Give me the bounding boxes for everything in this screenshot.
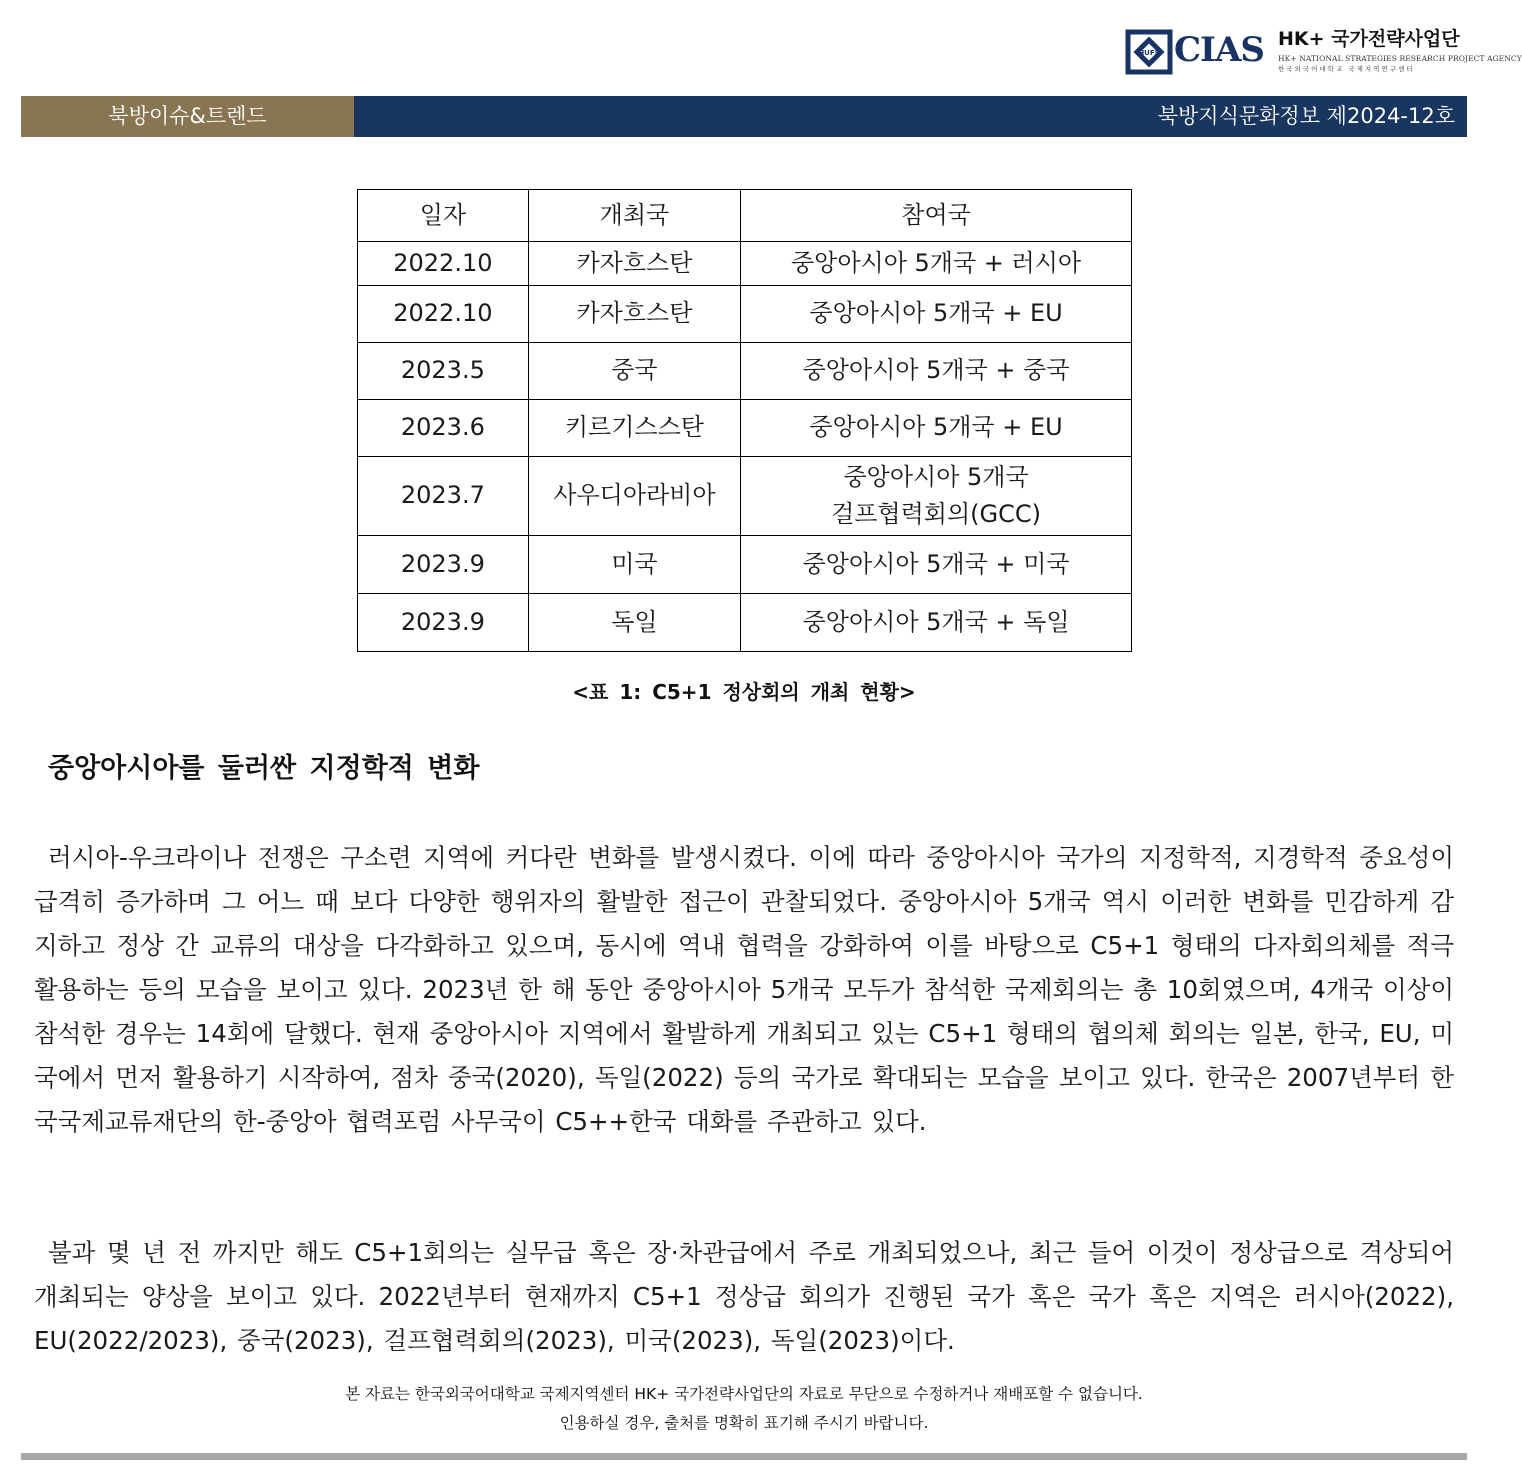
section-label: 북방이슈&트렌드 [21,96,354,137]
cell-participants: 중앙아시아 5개국 + EU [741,286,1132,343]
cell-participants: 중앙아시아 5개국 + EU [741,400,1132,457]
cell-host: 사우디아라비아 [528,457,740,536]
cell-participants: 중앙아시아 5개국 + 러시아 [741,242,1132,286]
header-banner [21,96,1467,137]
table-row [358,594,1132,652]
participants-line: 중앙아시아 5개국 [843,463,1029,492]
cell-host: 중국 [528,343,740,400]
table-row [358,400,1132,457]
cell-date: 2023.6 [358,400,529,457]
cell-date: 2023.9 [358,594,529,652]
participants-line: 걸프협력회의(GCC) [831,500,1042,528]
section-heading: 중앙아시아를 둘러싼 지정학적 변화 [48,753,480,784]
agency-subtitle-ko: 한국외국어대학교 국제지역연구센터 [1278,65,1415,73]
cell-date: 2022.10 [358,286,529,343]
cell-host: 카자흐스탄 [528,242,740,286]
cell-participants: 중앙아시아 5개국 + 중국 [741,343,1132,400]
issue-label: 북방지식문화정보 제2024-12호 [354,96,1467,137]
cell-date: 2022.10 [358,242,529,286]
column-header-participants: 참여국 [741,190,1132,242]
cias-emblem-icon [1126,30,1172,74]
agency-title: HK+ 국가전략사업단 [1278,28,1460,50]
footer-divider [21,1453,1467,1460]
copyright-notice [0,1380,1488,1438]
notice-line: 본 자료는 한국외국어대학교 국제지역센터 HK+ 국가전략사업단의 자료로 무단으로 수정하거나 재배포할 수 없습니다. [345,1385,1143,1403]
cell-host: 미국 [528,536,740,594]
column-header-date: 일자 [358,190,529,242]
logo-wordmark: CIAS [1174,30,1264,70]
body-paragraph: 불과 몇 년 전 까지만 해도 C5+1회의는 실무급 혹은 장·차관급에서 주로 개최되었으나, 최근 들어 이것이 정상급으로 격상되어 개최되는 양상을 보이고 있다. 2022년부터 현재까지 C5+1 정상급 회의가 진행된 국가 혹은 국가 혹은 지역은 러시아(2022), EU(2022/2023), 중국(2023), 걸프협력회의(2023), 미국(2023), 독일(2023)이다. [34,1238,1454,1355]
cell-host: 키르기스스탄 [528,400,740,457]
cell-date: 2023.9 [358,536,529,594]
notice-line: 인용하실 경우, 출처를 명확히 표기해 주시기 바랍니다. [559,1414,929,1432]
cell-date: 2023.5 [358,343,529,400]
table-caption: <표 1: C5+1 정상회의 개최 현황> [572,680,916,704]
column-header-host: 개최국 [528,190,740,242]
table-header-row [358,190,1132,242]
agency-logo [1126,26,1522,76]
table-row [358,457,1132,536]
cell-host: 카자흐스탄 [528,286,740,343]
cell-participants: 중앙아시아 5개국 + 독일 [741,594,1132,652]
emblem-text: HUFS [1138,49,1160,57]
cell-date: 2023.7 [358,457,529,536]
table-row [358,343,1132,400]
summit-table [357,189,1132,652]
table-row [358,536,1132,594]
table-row [358,242,1132,286]
agency-subtitle-en: HK+ NATIONAL STRATEGIES RESEARCH PROJECT AGENCY [1278,54,1522,63]
table-row [358,286,1132,343]
cell-host: 독일 [528,594,740,652]
cell-participants [741,457,1132,536]
cell-participants: 중앙아시아 5개국 + 미국 [741,536,1132,594]
body-paragraph: 러시아-우크라이나 전쟁은 구소련 지역에 커다란 변화를 발생시켰다. 이에 따라 중앙아시아 국가의 지정학적, 지경학적 중요성이 급격히 증가하며 그 어느 때 보다 다양한 행위자의 활발한 접근이 관찰되었다. 중앙아시아 5개국 역시 이러한 변화를 민감하게 감지하고 정상 간 교류의 대상을 다각화하고 있으며, 동시에 역내 협력을 강화하여 이를 바탕으로 C5+1 형태의 다자회의체를 적극 활용하는 등의 모습을 보이고 있다. 2023년 한 해 동안 중앙아시아 5개국 모두가 참석한 국제회의는 총 10회였으며, 4개국 이상이 참석한 경우는 14회에 달했다. 현재 중앙아시아 지역에서 활발하게 개최되고 있는 C5+1 형태의 협의체 회의는 일본, 한국, EU, 미국에서 먼저 활용하기 시작하여, 점차 중국(2020), 독일(2022) 등의 국가로 확대되는 모습을 보이고 있다. 한국은 2007년부터 한국국제교류재단의 한-중앙아 협력포럼 사무국이 C5++한국 대화를 주관하고 있다. [34,843,1454,1136]
